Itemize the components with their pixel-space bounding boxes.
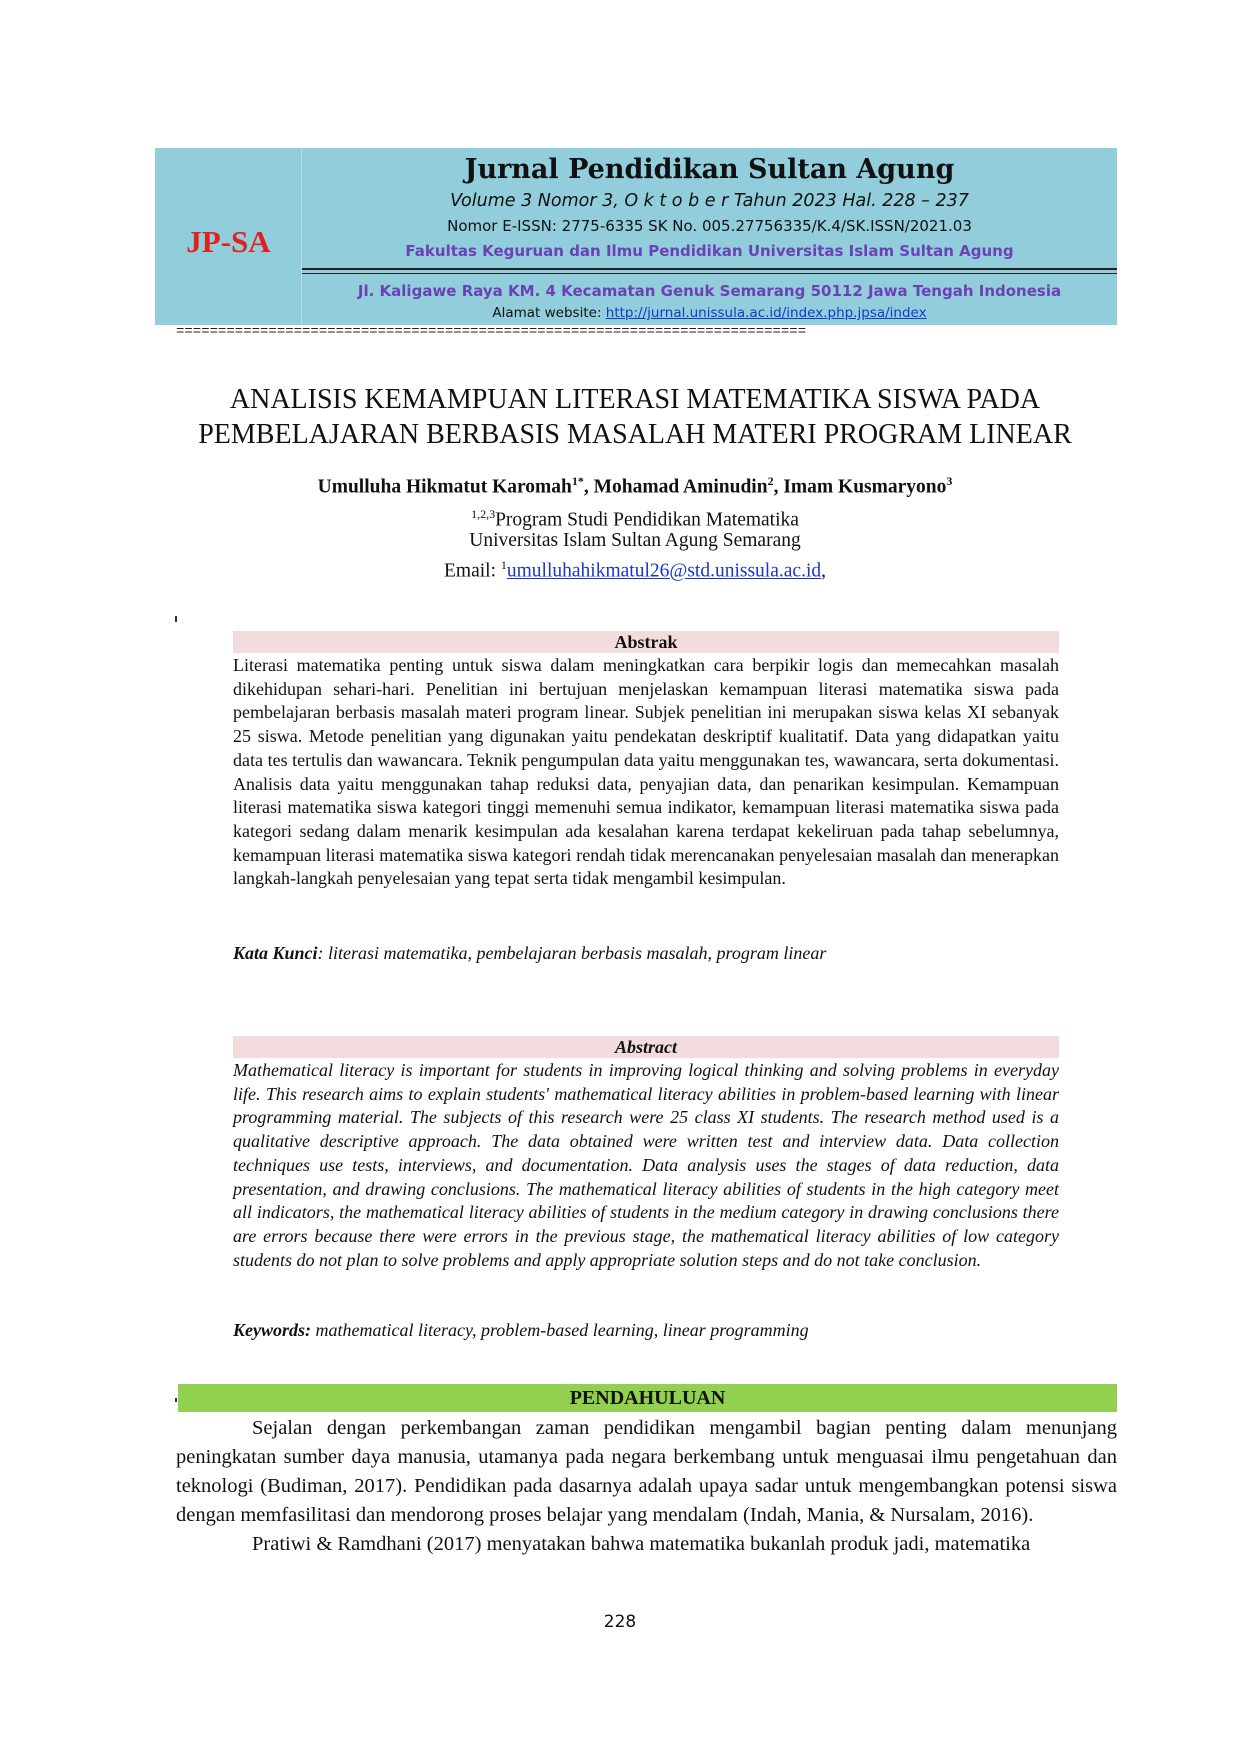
kata-kunci bbox=[233, 943, 1059, 964]
journal-volume: Volume 3 Nomor 3, O k t o b e r Tahun 2023 Hal. 228 – 237 bbox=[450, 191, 969, 211]
author-list: Umulluha Hikmatut Karomah$^{1*}$, Mohamad Aminudin$^2$, Imam Kusmaryono$^3$ bbox=[317, 474, 953, 498]
keywords-label: Keywords: bbox=[233, 1320, 311, 1340]
author-name: Imam Kusmaryono bbox=[783, 476, 947, 498]
margin-mark bbox=[175, 1398, 177, 1402]
affil-sup: 1,2,3 bbox=[471, 507, 496, 521]
paragraph: Sejalan dengan perkembangan zaman pendidikan mengambil bagian penting dalam menunjang peningkatan sumber daya manusia, utamanya pada negara berkembang untuk menguasai ilmu pengetahuan dan teknologi (Budiman, 2017). Pendidikan pada dasarnya adalah upaya sadar untuk mengembangkan potensi siswa dengan memfasilitasi dan mendorong proses belajar yang mendalam (Indah, Mania, & Nursalam, 2016). bbox=[176, 1417, 1117, 1526]
paper-title bbox=[150, 382, 1120, 452]
email-link[interactable]: umulluhahikmatul26@std.unissula.ac.id bbox=[506, 560, 822, 582]
author-sup: 1* bbox=[571, 474, 584, 488]
journal-address: Jl. Kaligawe Raya KM. 4 Kecamatan Genuk Semarang 50112 Jawa Tengah Indonesia bbox=[357, 282, 1062, 300]
email-sup: 1 bbox=[500, 558, 507, 572]
author-sup: 3 bbox=[946, 474, 953, 488]
journal-title: Jurnal Pendidikan Sultan Agung bbox=[464, 154, 955, 185]
title-line-2: PEMBELAJARAN BERBASIS MASALAH MATERI PROGRAM LINEAR bbox=[198, 419, 1072, 450]
journal-header bbox=[155, 148, 1117, 325]
keywords-text: mathematical literacy, problem-based learning, linear programming bbox=[311, 1320, 809, 1340]
page-number: 228 bbox=[603, 1612, 637, 1632]
kata-kunci-label: Kata Kunci bbox=[233, 943, 318, 963]
margin-mark bbox=[175, 616, 177, 622]
journal-faculty: Fakultas Keguruan dan Ilmu Pendidikan Universitas Islam Sultan Agung bbox=[405, 242, 1014, 260]
abstract-heading: Abstract bbox=[233, 1036, 1059, 1058]
journal-issn: Nomor E-ISSN: 2775-6335 SK No. 005.27756335/K.4/SK.ISSN/2021.03 bbox=[447, 217, 972, 235]
kata-kunci-text: : literasi matematika, pembelajaran berbasis masalah, program linear bbox=[317, 943, 827, 963]
title-line-1: ANALISIS KEMAMPUAN LITERASI MATEMATIKA SISWA PADA bbox=[229, 384, 1041, 415]
affiliation-university: Universitas Islam Sultan Agung Semarang bbox=[469, 530, 801, 551]
abstract-body: Mathematical literacy is important for students in improving logical thinking and solving problems in everyday life. This research aims to explain students' mathematical literacy abilities in problem-based learning with linear programming material. The subjects of this research were 25 class XI students. The research method used is a qualitative descriptive approach. The data obtained were written test and interview data. Data collection techniques use tests, interviews, and documentation. Data analysis uses the stages of data reduction, data presentation, and drawing conclusions. The mathematical literacy abilities of students in the high category meet all indicators, the mathematical literacy abilities of students in the medium category in drawing conclusions there are errors because there were errors in the previous stage, the mathematical literacy abilities of low category students do not plan to solve problems and apply appropriate solution steps and do not take conclusion. bbox=[233, 1060, 1059, 1270]
journal-logo: JP-SA bbox=[186, 224, 271, 259]
header-rule-thin bbox=[302, 273, 1117, 274]
paragraph: Pratiwi & Ramdhani (2017) menyatakan bahwa matematika bukanlah produk jadi, matematika bbox=[252, 1533, 1031, 1555]
website-link[interactable]: http://jurnal.unissula.ac.id/index.php.jpsa/index bbox=[605, 305, 927, 321]
email-label: Email: bbox=[444, 560, 501, 582]
equals-divider: =========================================================================== bbox=[176, 324, 807, 340]
program-name: Program Studi Pendidikan Matematika bbox=[495, 509, 799, 531]
keywords bbox=[233, 1320, 1059, 1341]
section-heading: PENDAHULUAN bbox=[178, 1384, 1117, 1412]
section-body bbox=[176, 1414, 1117, 1559]
author-name: Umulluha Hikmatut Karomah bbox=[317, 476, 572, 498]
logo-cell bbox=[155, 148, 302, 325]
journal-website bbox=[302, 305, 1117, 321]
website-label: Alamat website: bbox=[492, 305, 606, 321]
header-rule bbox=[302, 268, 1117, 270]
affiliation-email: Email: $^1$umulluhahikmatul26@std.unissula.ac.id, bbox=[444, 558, 826, 582]
author-name: Mohamad Aminudin bbox=[593, 476, 768, 498]
author-sup: 2 bbox=[767, 474, 774, 488]
abstrak-heading: Abstrak bbox=[233, 631, 1059, 653]
abstrak-body: Literasi matematika penting untuk siswa dalam meningkatkan cara berpikir logis dan memecahkan masalah dikehidupan sehari-hari. Penelitian ini bertujuan menjelaskan kemampuan literasi matematika siswa pada pembelajaran berbasis masalah materi program linear. Subjek penelitian ini merupakan siswa kelas XI sebanyak 25 siswa. Metode penelitian yang digunakan yaitu pendekatan deskriptif kualitatif. Data yang didapatkan yaitu data tes tertulis dan wawancara. Teknik pengumpulan data yaitu menggunakan tes, wawancara, serta dokumentasi. Analisis data yaitu menggunakan tahap reduksi data, penyajian data, dan penarikan kesimpulan. Kemampuan literasi matematika siswa kategori tinggi memenuhi semua indikator, kemampuan literasi matematika siswa pada kategori sedang dalam menarik kesimpulan ada kesalahan karena terdapat kekeliruan pada tahap sebelumnya, kemampuan literasi matematika siswa kategori rendah tidak merencanakan penyelesaian masalah dan menerapkan langkah-langkah penyelesaian yang tepat serta tidak mengambil kesimpulan. bbox=[233, 655, 1059, 889]
